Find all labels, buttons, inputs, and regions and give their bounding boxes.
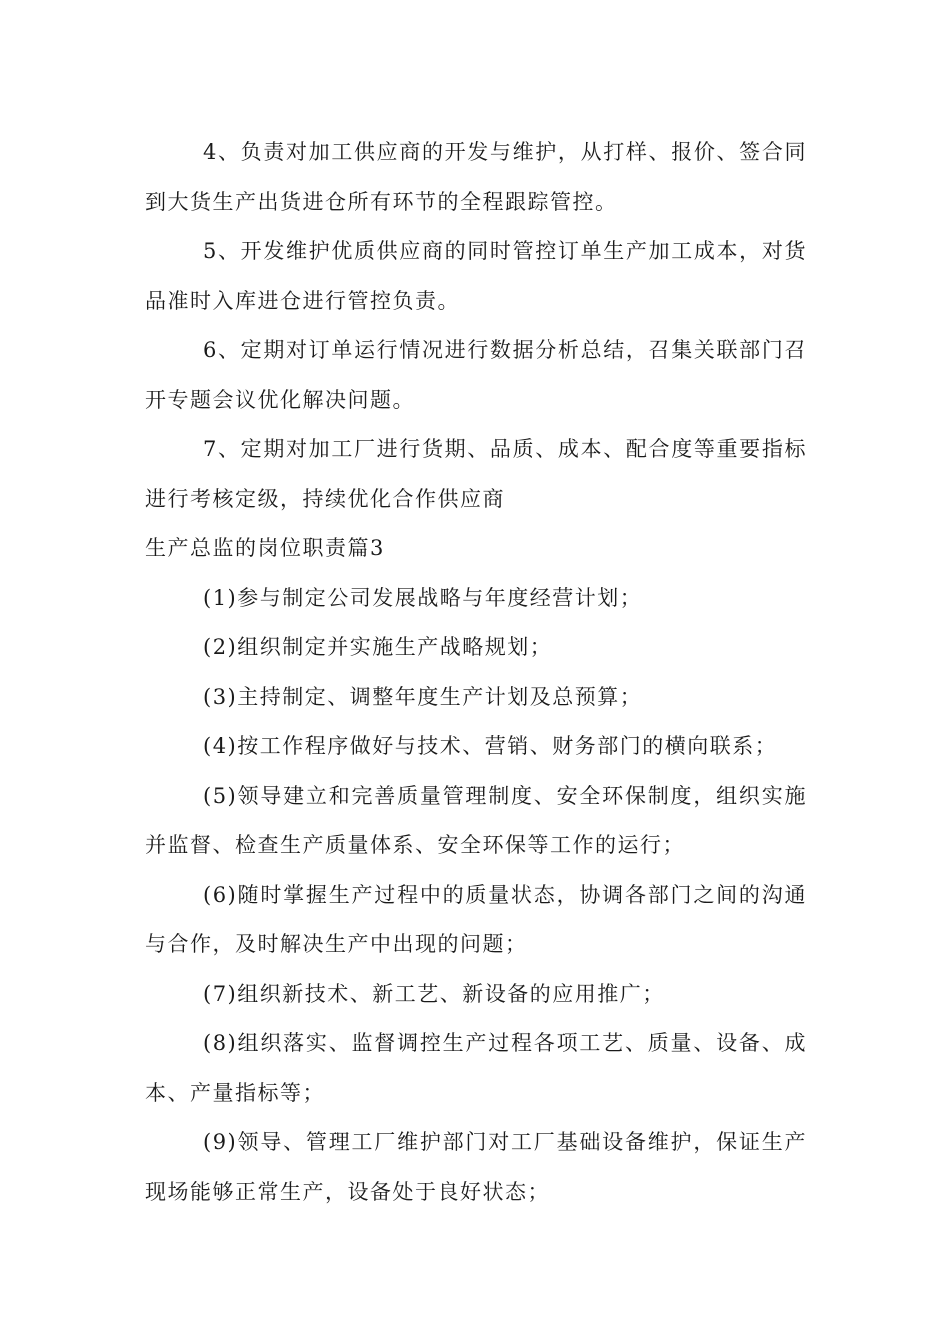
list-item-6: (6)随时掌握生产过程中的质量状态，协调各部门之间的沟通与合作，及时解决生产中出现的问题； (145, 882, 807, 956)
list-item-8: (8)组织落实、监督调控生产过程各项工艺、质量、设备、成本、产量指标等； (145, 1031, 807, 1105)
paragraph-7: 7、定期对加工厂进行货期、品质、成本、配合度等重要指标进行考核定级，持续优化合作供应商 (145, 437, 807, 511)
list-item-7: (7)组织新技术、新工艺、新设备的应用推广； (203, 981, 665, 1006)
section-title: 生产总监的岗位职责篇3 (145, 536, 385, 560)
paragraph-4: 4、负责对加工供应商的开发与维护，从打样、报价、签合同到大货生产出货进仓所有环节的全程跟踪管控。 (145, 140, 807, 214)
list-item-4: (4)按工作程序做好与技术、营销、财务部门的横向联系； (203, 734, 778, 758)
paragraph-6: 6、定期对订单运行情况进行数据分析总结，召集关联部门召开专题会议优化解决问题。 (145, 338, 807, 412)
list-item-5: (5)领导建立和完善质量管理制度、安全环保制度，组织实施并监督、检查生产质量体系、安全环保等工作的运行； (145, 783, 807, 857)
paragraph-5: 5、开发维护优质供应商的同时管控订单生产加工成本，对货品准时入库进仓进行管控负责。 (145, 239, 807, 313)
list-item-3: (3)主持制定、调整年度生产计划及总预算； (203, 684, 643, 709)
list-item-2: (2)组织制定并实施生产战略规划； (203, 635, 553, 659)
document-body (145, 128, 807, 1217)
list-item-1: (1)参与制定公司发展战略与年度经营计划； (203, 585, 643, 610)
list-item-9: (9)领导、管理工厂维护部门对工厂基础设备维护，保证生产现场能够正常生产，设备处于良好状态； (145, 1130, 807, 1204)
